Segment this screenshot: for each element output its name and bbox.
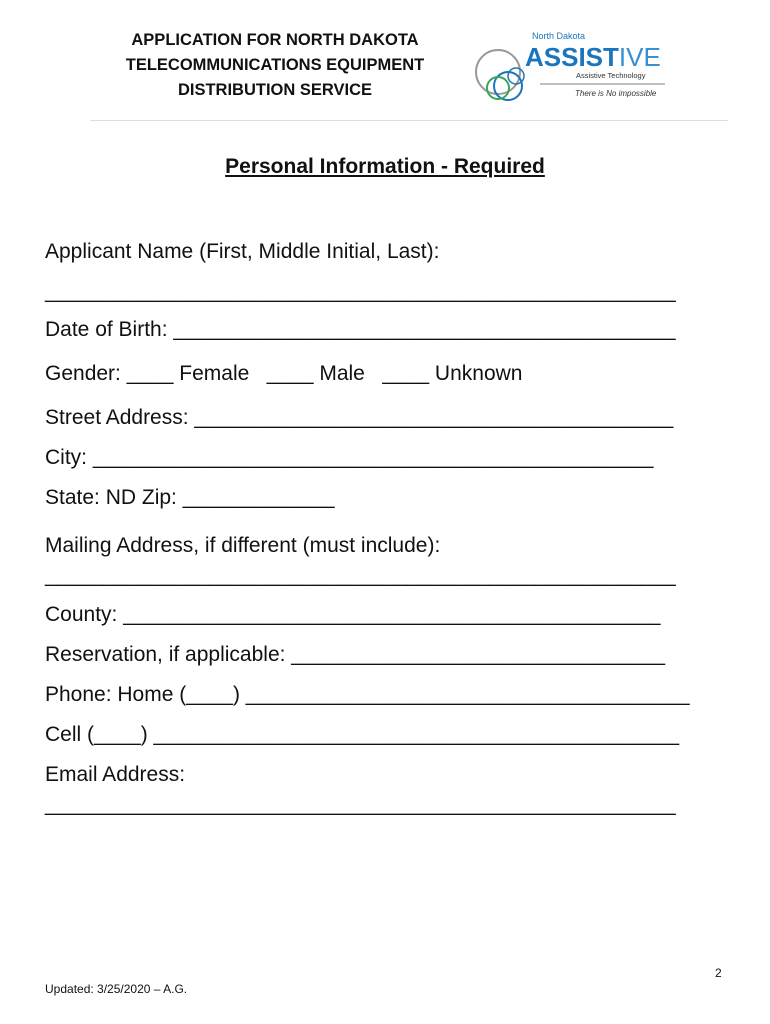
title-line-3: DISTRIBUTION SERVICE xyxy=(177,81,373,99)
phone-home-field[interactable]: Phone: Home (____) ______________________________________ xyxy=(45,683,690,706)
header-divider xyxy=(90,120,728,121)
logo-sub-text: Assistive Technology xyxy=(576,71,646,80)
form-title xyxy=(95,28,455,103)
svg-text:ASSISTIVE xyxy=(525,42,661,72)
logo-ring-gray xyxy=(476,50,520,94)
gender-field[interactable]: Gender: ____ Female ____ Male ____ Unknown xyxy=(45,362,523,385)
reservation-field[interactable]: Reservation, if applicable: ________________________________ xyxy=(45,643,666,666)
logo-top-text: North Dakota xyxy=(532,31,586,41)
state-zip-field[interactable]: State: ND Zip: _____________ xyxy=(45,486,335,509)
updated-note: Updated: 3/25/2020 – A.G. xyxy=(45,982,188,996)
applicant-name-label: Applicant Name (First, Middle Initial, Last): xyxy=(45,240,440,263)
county-field[interactable]: County: ______________________________________________ xyxy=(45,603,661,626)
applicant-name-field[interactable]: ______________________________________________________ xyxy=(45,280,676,303)
title-line-2: TELECOMMUNICATIONS EQUIPMENT xyxy=(125,56,425,74)
email-label: Email Address: xyxy=(45,763,186,786)
mailing-address-field[interactable]: ______________________________________________________ xyxy=(45,564,676,587)
city-field[interactable]: City: ________________________________________________ xyxy=(45,446,654,469)
logo-tagline: There is No impossible xyxy=(575,89,657,98)
cell-field[interactable]: Cell (____) _____________________________________________ xyxy=(45,723,680,746)
email-field[interactable]: ______________________________________________________ xyxy=(45,793,676,816)
nd-assistive-logo xyxy=(470,28,675,108)
mailing-address-label: Mailing Address, if different (must include): xyxy=(45,534,441,557)
section-title: Personal Information - Required xyxy=(225,155,545,178)
title-line-1: APPLICATION FOR NORTH DAKOTA xyxy=(131,31,419,49)
logo-ring-small xyxy=(508,68,524,84)
street-address-field[interactable]: Street Address: _________________________________________ xyxy=(45,406,674,429)
logo-main-light: IVE xyxy=(618,42,661,72)
logo-main-bold: ASSIST xyxy=(525,42,619,72)
dob-field[interactable]: Date of Birth: ___________________________________________ xyxy=(45,318,676,341)
page-number: 2 xyxy=(715,966,722,980)
